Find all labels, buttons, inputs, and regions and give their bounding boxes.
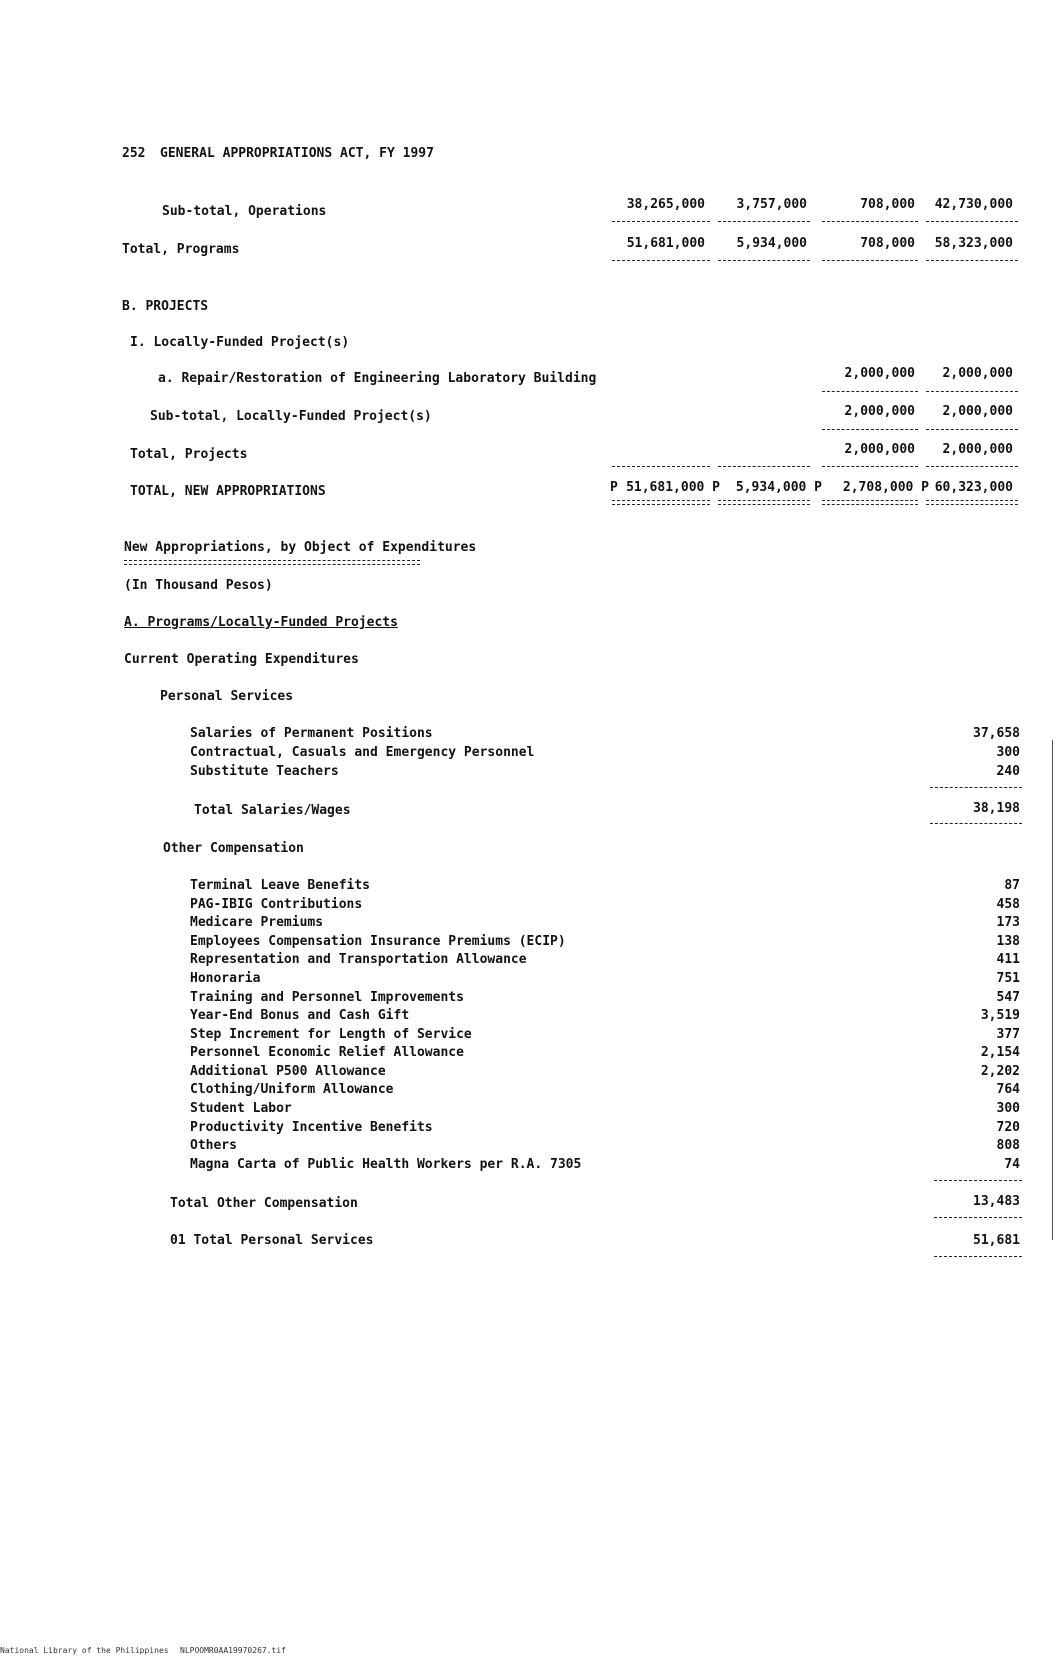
subtotal-operations-value-1: 38,265,000: [626, 197, 705, 212]
total-salaries-value: 38,198: [973, 801, 1020, 816]
double-rule: [822, 500, 918, 505]
page-title: GENERAL APPROPRIATIONS ACT, FY 1997: [160, 146, 434, 161]
unit-note: (In Thousand Pesos): [124, 578, 273, 593]
rule: [822, 429, 918, 430]
other-comp-item-label: Medicare Premiums: [190, 915, 324, 930]
rule: [934, 1256, 1022, 1257]
other-comp-item-label: Step Increment for Length of Service: [190, 1027, 472, 1042]
other-comp-item-value: 3,519: [980, 1008, 1020, 1023]
total-programs-value-2: 5,934,000: [736, 236, 807, 251]
rule: [822, 260, 918, 261]
other-comp-item-label: Magna Carta of Public Health Workers per R.A. 7305: [190, 1157, 582, 1172]
total-new-value-2: 5,934,000 P: [735, 480, 822, 495]
total-programs-value-4: 58,323,000: [934, 236, 1013, 251]
other-comp-item-value: 2,154: [980, 1045, 1020, 1060]
other-comp-item-label: Terminal Leave Benefits: [190, 878, 371, 893]
total-salaries-label: Total Salaries/Wages: [194, 803, 351, 818]
other-comp-item-value: 808: [996, 1138, 1020, 1153]
double-rule: [718, 500, 810, 505]
total-new-value-1: 51,681,000 P: [626, 480, 720, 495]
rule: [718, 466, 810, 467]
other-compensation-heading: Other Compensation: [163, 841, 304, 856]
salary-item-label: Substitute Teachers: [190, 764, 339, 779]
other-comp-item-value: 377: [996, 1027, 1020, 1042]
salary-item-label: Salaries of Permanent Positions: [190, 726, 433, 741]
total-new-label: TOTAL, NEW APPROPRIATIONS: [130, 484, 326, 499]
total-other-compensation-value: 13,483: [973, 1194, 1020, 1209]
total-other-compensation-label: Total Other Compensation: [170, 1196, 358, 1211]
other-comp-item-label: Employees Compensation Insurance Premiums (ECIP): [190, 934, 566, 949]
projects-heading: B. PROJECTS: [122, 299, 209, 314]
total-programs-value-1: 51,681,000: [626, 236, 705, 251]
rule: [934, 1180, 1022, 1181]
rule: [612, 221, 710, 222]
subtotal-operations-value-2: 3,757,000: [736, 197, 807, 212]
total-programs-label: Total, Programs: [122, 242, 240, 257]
object-section-title: New Appropriations, by Object of Expenditures: [124, 540, 477, 555]
total-projects-label: Total, Projects: [130, 447, 248, 462]
total-programs-value-3: 708,000: [860, 236, 915, 251]
rule: [930, 787, 1022, 788]
project-a-value-1: 2,000,000: [844, 366, 915, 381]
salary-item-value: 37,658: [973, 726, 1020, 741]
other-comp-item-value: 720: [996, 1120, 1020, 1135]
subtotal-operations-label: Sub-total, Operations: [162, 204, 327, 219]
other-comp-item-value: 411: [996, 952, 1020, 967]
footer-file: NLPOOMR0AA19970267.tif: [180, 1646, 286, 1655]
salary-item-value: 300: [996, 745, 1020, 760]
rule: [930, 823, 1022, 824]
other-comp-item-value: 74: [1004, 1157, 1020, 1172]
other-comp-item-label: PAG-IBIG Contributions: [190, 897, 363, 912]
rule: [612, 466, 710, 467]
other-comp-item-label: Others: [190, 1138, 237, 1153]
rule: [934, 1217, 1022, 1218]
other-comp-item-value: 300: [996, 1101, 1020, 1116]
rule: [822, 391, 918, 392]
rule: [718, 260, 810, 261]
other-comp-item-label: Personnel Economic Relief Allowance: [190, 1045, 464, 1060]
other-comp-item-label: Clothing/Uniform Allowance: [190, 1082, 394, 1097]
other-comp-item-label: Representation and Transportation Allowance: [190, 952, 527, 967]
page-number: 252: [122, 146, 146, 161]
other-comp-item-value: 87: [1004, 878, 1020, 893]
rule: [926, 221, 1018, 222]
total-personal-services-value: 51,681: [973, 1233, 1020, 1248]
rule: [822, 221, 918, 222]
rule: [926, 429, 1018, 430]
other-comp-item-label: Productivity Incentive Benefits: [190, 1120, 433, 1135]
other-comp-item-label: Honoraria: [190, 971, 261, 986]
total-projects-value-2: 2,000,000: [942, 442, 1013, 457]
double-rule: [612, 500, 710, 505]
total-new-value-4: 60,323,000: [934, 480, 1013, 495]
subtotal-operations-value-4: 42,730,000: [934, 197, 1013, 212]
other-comp-item-value: 2,202: [980, 1064, 1020, 1079]
locally-funded-heading: I. Locally-Funded Project(s): [130, 335, 350, 350]
rule: [718, 221, 810, 222]
other-comp-item-label: Additional P500 Allowance: [190, 1064, 386, 1079]
other-comp-item-label: Student Labor: [190, 1101, 292, 1116]
other-comp-item-value: 547: [996, 990, 1020, 1005]
other-comp-item-value: 173: [996, 915, 1020, 930]
scan-edge-line: [1052, 740, 1053, 1240]
other-comp-item-label: Training and Personnel Improvements: [190, 990, 464, 1005]
footer-library: National Library of the Philippines: [0, 1646, 169, 1655]
salary-item-value: 240: [996, 764, 1020, 779]
other-comp-item-value: 458: [996, 897, 1020, 912]
personal-services-heading: Personal Services: [160, 689, 294, 704]
total-personal-services-label: 01 Total Personal Services: [170, 1233, 374, 1248]
total-new-peso-sign: P: [610, 480, 618, 495]
rule: [926, 391, 1018, 392]
other-comp-item-value: 138: [996, 934, 1020, 949]
total-projects-value-1: 2,000,000: [844, 442, 915, 457]
rule: [926, 260, 1018, 261]
subtotal-locally-funded-label: Sub-total, Locally-Funded Project(s): [150, 409, 432, 424]
project-a-value-2: 2,000,000: [942, 366, 1013, 381]
rule: [926, 466, 1018, 467]
subtotal-locally-funded-value-2: 2,000,000: [942, 404, 1013, 419]
rule: [822, 466, 918, 467]
other-comp-item-value: 764: [996, 1082, 1020, 1097]
subtotal-operations-value-3: 708,000: [860, 197, 915, 212]
double-rule: [926, 500, 1018, 505]
project-a-label: a. Repair/Restoration of Engineering Laboratory Building: [158, 371, 597, 386]
current-operating-heading: Current Operating Expenditures: [124, 652, 359, 667]
subtotal-locally-funded-value-1: 2,000,000: [844, 404, 915, 419]
total-new-value-3: 2,708,000 P: [842, 480, 929, 495]
other-comp-item-label: Year-End Bonus and Cash Gift: [190, 1008, 410, 1023]
rule: [612, 260, 710, 261]
programs-subheading: A. Programs/Locally-Funded Projects: [124, 615, 398, 630]
other-comp-item-value: 751: [996, 971, 1020, 986]
title-double-rule: [124, 560, 420, 565]
salary-item-label: Contractual, Casuals and Emergency Personnel: [190, 745, 535, 760]
